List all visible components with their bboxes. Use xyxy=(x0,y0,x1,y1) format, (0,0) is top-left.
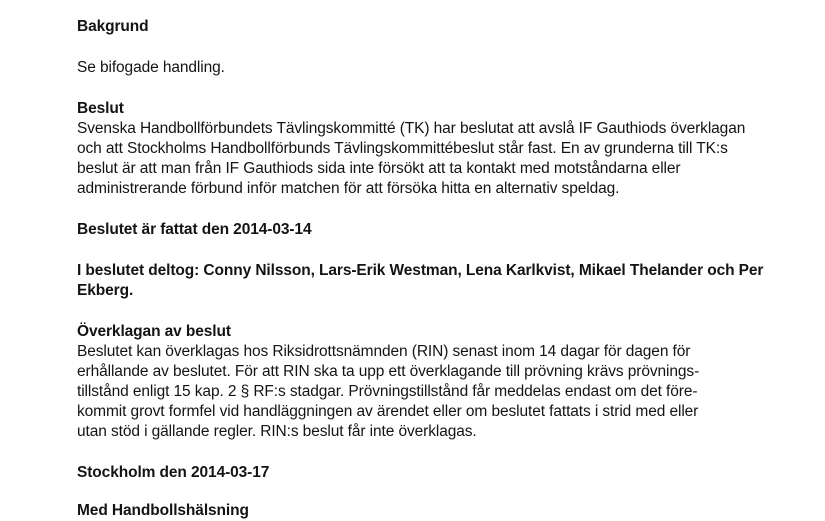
decision-line: Svenska Handbollförbundets Tävlingskommitté (TK) har beslutat att avslå IF Gauthiods överklagan xyxy=(77,120,746,137)
appeal-heading: Överklagan av beslut xyxy=(77,323,231,340)
decision-line: beslut är att man från IF Gauthiods sida inte försökt att ta kontakt med motståndarna eller xyxy=(77,160,681,177)
place-date: Stockholm den 2014-03-17 xyxy=(77,464,270,481)
appeal-line: utan stöd i gällande regler. RIN:s beslut får inte överklagas. xyxy=(77,423,477,440)
appeal-line: Beslutet kan överklagas hos Riksidrottsnämnden (RIN) senast inom 14 dagar för dagen för xyxy=(77,343,691,360)
participants-line: I beslutet deltog: Conny Nilsson, Lars-Erik Westman, Lena Karlkvist, Mikael Thelander och Per xyxy=(77,262,764,279)
appeal-line: kommit grovt formfel vid handläggningen av ärendet eller om beslutet fattats i strid med eller xyxy=(77,403,699,420)
decision-heading: Beslut xyxy=(77,100,124,117)
appeal-line: tillstånd enligt 15 kap. 2 § RF:s stadgar. Prövningstillstånd får meddelas endast om det före- xyxy=(77,383,698,400)
participants-line: Ekberg. xyxy=(77,282,134,299)
decision-date: Beslutet är fattat den 2014-03-14 xyxy=(77,221,312,238)
background-text: Se bifogade handling. xyxy=(77,59,225,76)
closing-text: Med Handbollshälsning xyxy=(77,502,249,519)
appeal-line: erhållande av beslutet. För att RIN ska ta upp ett överklagande till prövning krävs prövnings- xyxy=(77,363,700,380)
decision-line: administrerande förbund inför matchen för att försöka hitta en alternativ speldag. xyxy=(77,180,620,197)
background-heading: Bakgrund xyxy=(77,18,149,35)
decision-line: och att Stockholms Handbollförbunds Tävlingskommittébeslut står fast. En av grunderna till TK:s xyxy=(77,140,728,157)
